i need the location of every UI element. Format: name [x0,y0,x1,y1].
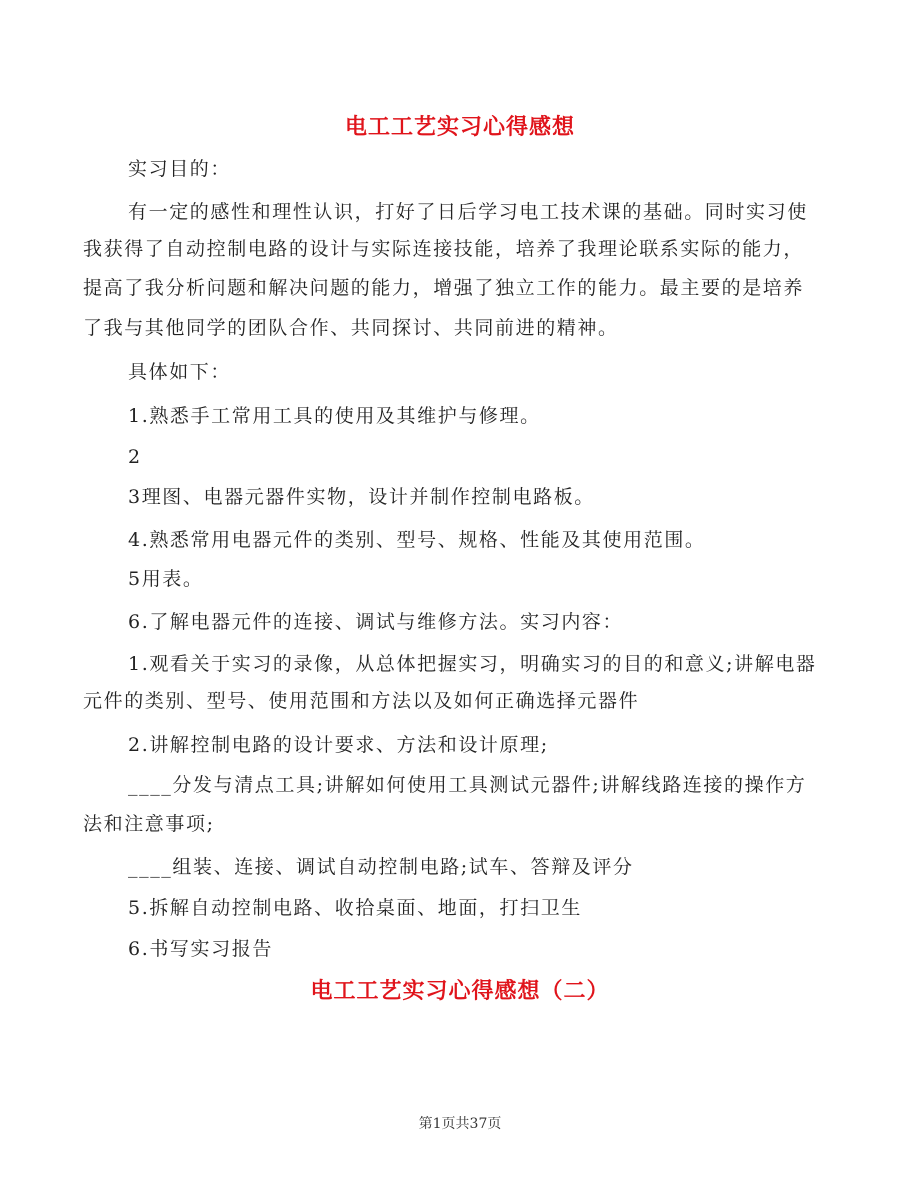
list-item: 6.了解电器元件的连接、调试与维修方法。实习内容： [128,611,624,633]
list-item: ____分发与清点工具;讲解如何使用工具测试元器件;讲解线路连接的操作方 [128,774,807,796]
section-title: 电工工艺实习心得感想（二） [310,978,610,1004]
list-item: 4.熟悉常用电器元件的类别、型号、规格、性能及其使用范围。 [128,529,706,551]
text-line: 实习目的： [128,158,232,180]
list-item: 6.书写实习报告 [128,938,273,960]
list-item: ____组装、连接、调试自动控制电路;试车、答辩及评分 [128,856,634,878]
text-line: 提高了我分析问题和解决问题的能力，增强了独立工作的能力。最主要的是培养 [83,277,805,299]
list-item: 5用表。 [128,568,204,590]
text-line: 具体如下： [128,361,232,383]
text-line: 有一定的感性和理性认识，打好了日后学习电工技术课的基础。同时实习使 [128,201,808,223]
text-line: 法和注意事项; [83,813,215,835]
page-number: 第1页共37页 [418,1116,502,1132]
list-item: 2 [128,446,142,468]
document-title: 电工工艺实习心得感想 [344,114,575,140]
list-item: 1.熟悉手工常用工具的使用及其维护与修理。 [128,405,541,427]
list-item: 5.拆解自动控制电路、收拾桌面、地面，打扫卫生 [128,897,582,919]
text-line: 我获得了自动控制电路的设计与实际连接技能，培养了我理论联系实际的能力， [83,238,805,260]
list-item: 1.观看关于实习的录像，从总体把握实习，明确实习的目的和意义;讲解电器 [128,653,817,675]
list-item: 3理图、电器元器件实物，设计并制作控制电路板。 [128,486,595,508]
text-line: 元件的类别、型号、使用范围和方法以及如何正确选择元器件 [83,690,640,712]
list-item: 2.讲解控制电路的设计要求、方法和设计原理; [128,734,549,756]
text-line: 了我与其他同学的团队合作、共同探讨、共同前进的精神。 [83,317,619,339]
